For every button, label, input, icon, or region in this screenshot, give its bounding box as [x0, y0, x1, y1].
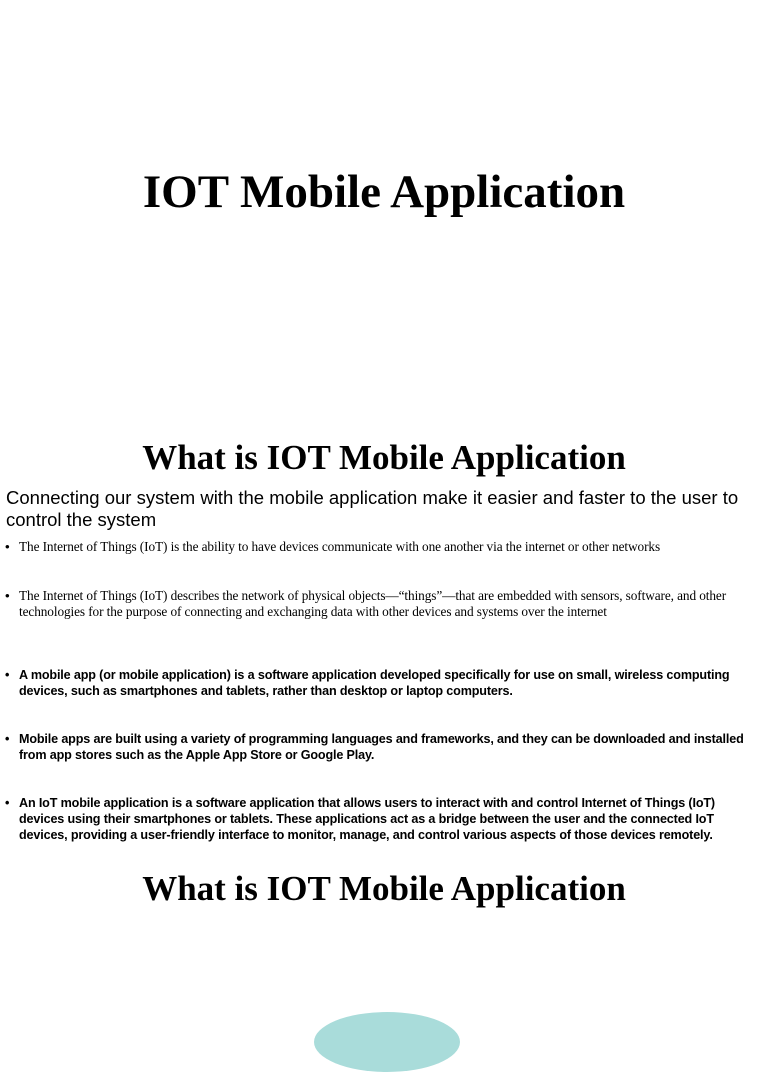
- what-is-slide-intro: Connecting our system with the mobile application make it easier and faster to the user to control the system: [6, 487, 739, 530]
- bullet-text: The Internet of Things (IoT) describes the network of physical objects—“things”—that are embedded with sensors, software, and other technologies for the purpose of connecting and exchanging data with other devices and systems over the internet: [19, 588, 727, 619]
- bullet-text: The Internet of Things (IoT) is the ability to have devices communicate with one another via the internet or other networks: [19, 539, 661, 554]
- bullet-text: An IoT mobile application is a software application that allows users to interact with and control Internet of Things (IoT) devices using their smartphones or tablets. These applications act as a bridge between the user and the connected IoT devices, providing a user-friendly interface to monitor, manage, and control various aspects of those devices remotely.: [19, 796, 715, 842]
- bullet-dot: •: [5, 588, 10, 603]
- bullet-item: [5, 795, 763, 843]
- bullet-item: [5, 667, 763, 699]
- bullet-dot: •: [5, 796, 10, 810]
- bullet-item: [5, 731, 763, 763]
- decorative-arc-shape: [314, 1012, 460, 1072]
- bullet-dot: •: [5, 732, 10, 746]
- title-slide-heading: IOT Mobile Application: [142, 166, 626, 218]
- what-is-slide-heading: What is IOT Mobile Application: [142, 438, 626, 477]
- bullet-text: Mobile apps are built using a variety of programming languages and frameworks, and they can be downloaded and installed from app stores such as the Apple App Store or Google Play.: [19, 732, 744, 762]
- bullet-text: A mobile app (or mobile application) is a software application developed specifically for use on small, wireless computing devices, such as smartphones and tablets, rather than desktop or laptop computers.: [19, 668, 730, 698]
- bullet-dot: •: [5, 539, 10, 554]
- bullet-item: [5, 588, 757, 620]
- next-slide-heading: What is IOT Mobile Application: [142, 869, 626, 908]
- bullet-item: [5, 539, 763, 555]
- bullet-dot: •: [5, 668, 10, 682]
